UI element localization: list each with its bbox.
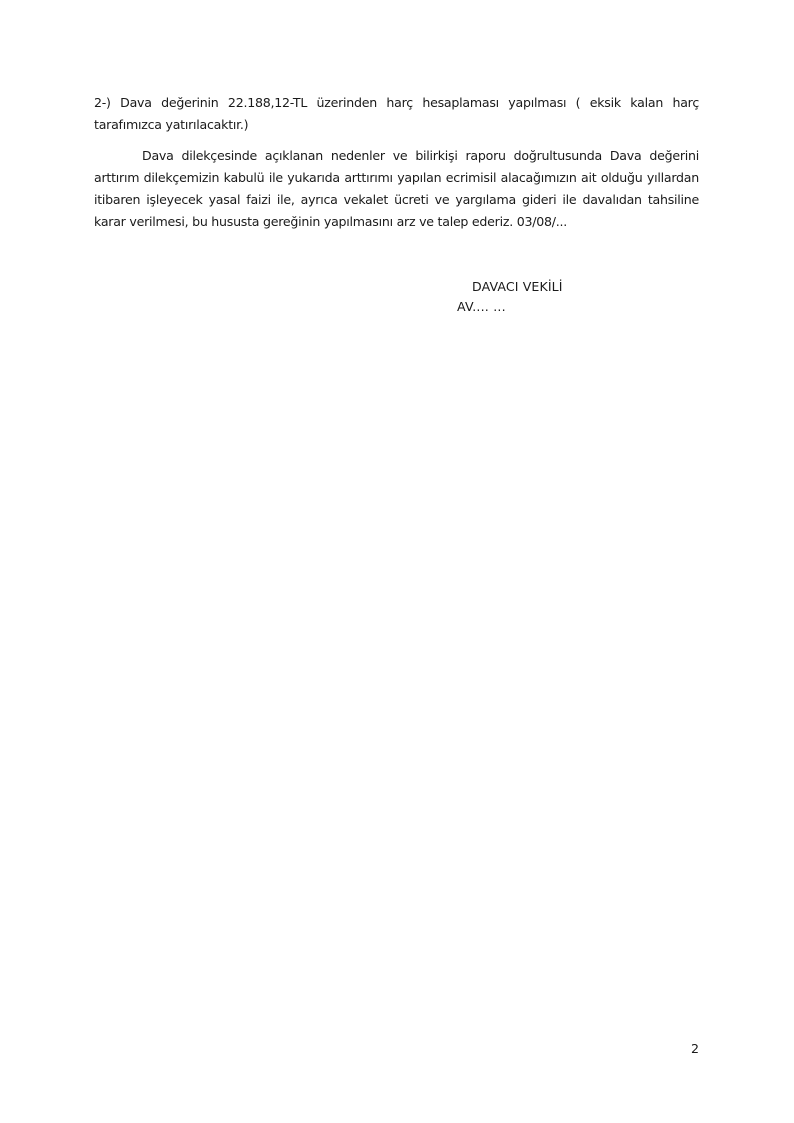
closing-request-paragraph: Dava dilekçesinde açıklanan nedenler ve bilirkişi raporu doğrultusunda Dava değerini arttırım dilekçemizin kabulü ile yukarıda arttırımı yapılan ecrimisil alacağımızın ait olduğu yıllardan itibaren işleyecek yasal faizi ile, ayrıca vekalet ücreti ve yargılama gideri ile davalıdan tahsiline karar verilmesi, bu hususta gereğinin yapılmasını arz ve talep ederiz. 03/08/... <box>94 148 699 229</box>
signature-title: DAVACI VEKİLİ <box>472 279 563 294</box>
signature-name: AV.... ... <box>457 299 506 314</box>
page-number: 2 <box>691 1041 700 1056</box>
request-item-2: 2-) Dava değerinin 22.188,12-TL üzerinden harç hesaplaması yapılması ( eksik kalan harç tarafımızca yatırılacaktır.) <box>94 95 699 132</box>
